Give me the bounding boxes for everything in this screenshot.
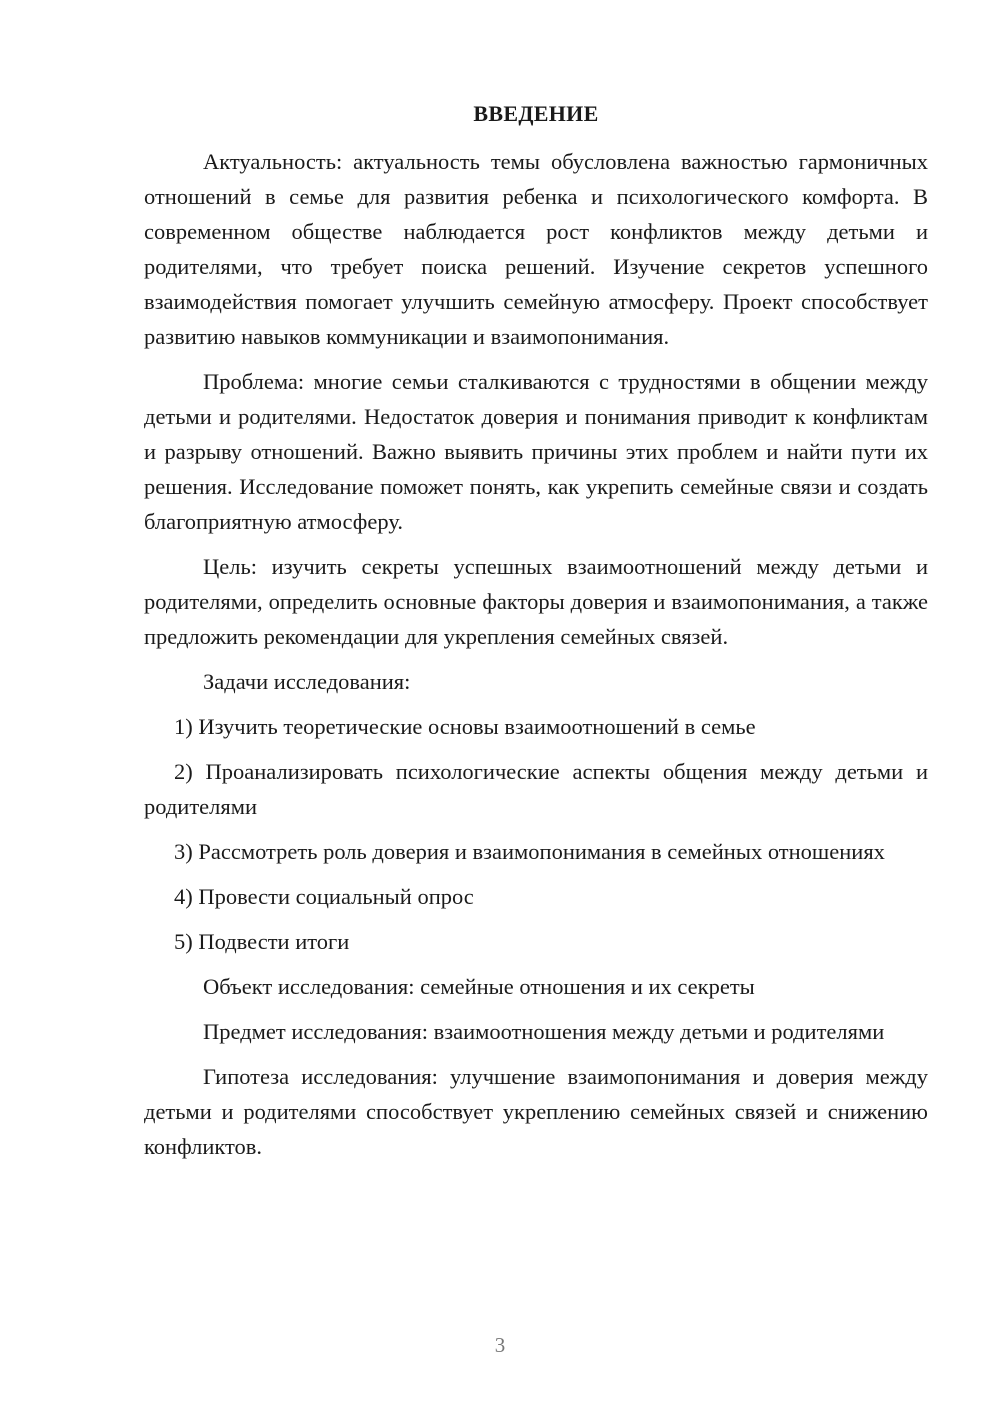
problem-paragraph: Проблема: многие семьи сталкиваются с трудностями в общении между детьми и родителями. Недостаток доверия и понимания приводит к конфликтам и разрыву отношений. Важно выявить причины этих проблем и найти пути их решения. Исследование поможет понять, как укрепить семейные связи и создать благоприятную атмосферу. — [144, 369, 928, 534]
task-item-4: 4) Провести социальный опрос — [174, 884, 474, 909]
goal-paragraph: Цель: изучить секреты успешных взаимоотношений между детьми и родителями, определить основные факторы доверия и взаимопонимания, а также предложить рекомендации для укрепления семейных связей. — [144, 554, 928, 649]
task-item-2: 2) Проанализировать психологические аспекты общения между детьми и родителями — [144, 759, 928, 819]
subject-paragraph: Предмет исследования: взаимоотношения между детьми и родителями — [203, 1019, 885, 1044]
document-page — [144, 96, 928, 1174]
object-paragraph: Объект исследования: семейные отношения и их секреты — [203, 974, 755, 999]
hypothesis-paragraph: Гипотеза исследования: улучшение взаимопонимания и доверия между детьми и родителями способствует укреплению семейных связей и снижению конфликтов. — [144, 1064, 928, 1159]
task-item-3: 3) Рассмотреть роль доверия и взаимопонимания в семейных отношениях — [174, 839, 885, 864]
task-item-1: 1) Изучить теоретические основы взаимоотношений в семье — [174, 714, 756, 739]
tasks-heading: Задачи исследования: — [203, 669, 411, 694]
relevance-paragraph: Актуальность: актуальность темы обусловлена важностью гармоничных отношений в семье для развития ребенка и психологического комфорта. В современном обществе наблюдается рост конфликтов между детьми и родителями, что требует поиска решений. Изучение секретов успешного взаимодействия помогает улучшить семейную атмосферу. Проект способствует развитию навыков коммуникации и взаимопонимания. — [144, 149, 928, 349]
section-title: ВВЕДЕНИЕ — [473, 101, 599, 126]
task-item-5: 5) Подвести итоги — [174, 929, 350, 954]
page-number: 3 — [494, 1333, 506, 1357]
